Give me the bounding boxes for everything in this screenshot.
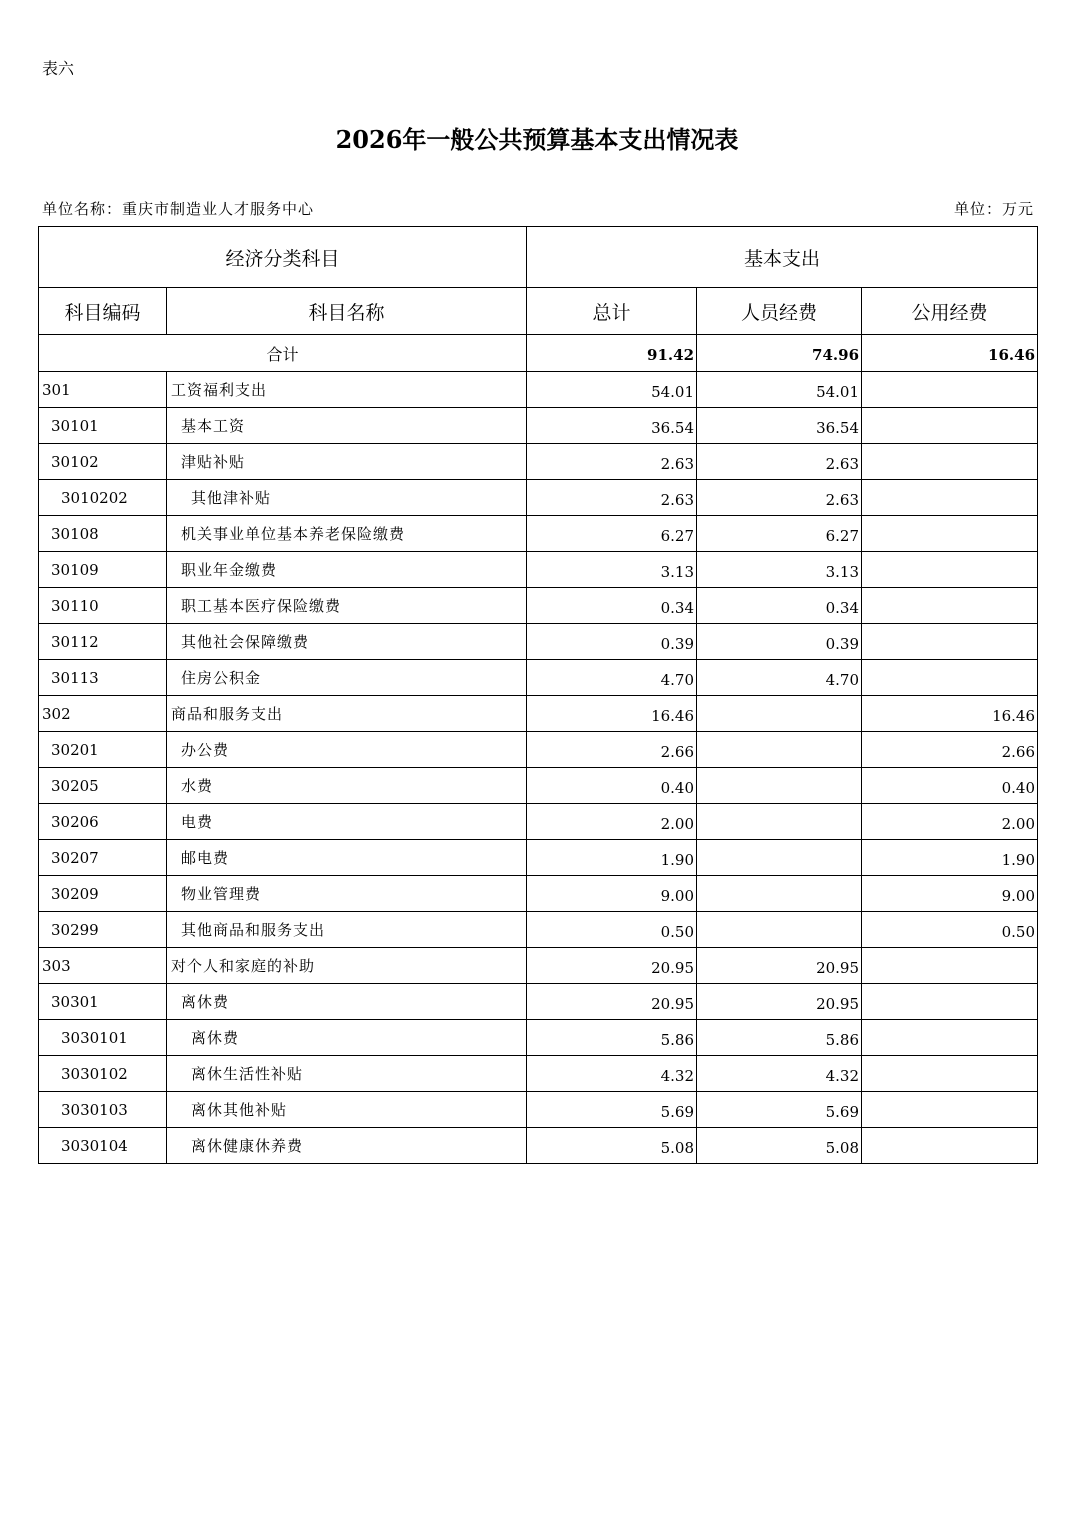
row-personnel: 5.69	[697, 1092, 862, 1128]
row-personnel: 4.32	[697, 1056, 862, 1092]
row-public: 2.66	[862, 732, 1038, 768]
row-code: 30102	[39, 444, 167, 480]
row-personnel	[697, 804, 862, 840]
row-name: 对个人和家庭的补助	[167, 948, 527, 984]
row-public	[862, 1128, 1038, 1164]
row-name: 职业年金缴费	[167, 552, 527, 588]
row-code: 3030102	[39, 1056, 167, 1092]
row-total: 2.66	[527, 732, 697, 768]
row-personnel: 20.95	[697, 984, 862, 1020]
row-total: 5.08	[527, 1128, 697, 1164]
table-row	[39, 408, 1038, 444]
table-row	[39, 660, 1038, 696]
row-personnel	[697, 840, 862, 876]
table-row	[39, 840, 1038, 876]
row-code: 30205	[39, 768, 167, 804]
row-public	[862, 1020, 1038, 1056]
row-personnel: 5.86	[697, 1020, 862, 1056]
row-name: 其他商品和服务支出	[167, 912, 527, 948]
header-personnel: 人员经费	[697, 288, 862, 335]
row-code: 30109	[39, 552, 167, 588]
row-name: 邮电费	[167, 840, 527, 876]
header-total: 总计	[527, 288, 697, 335]
row-name: 职工基本医疗保险缴费	[167, 588, 527, 624]
row-total: 54.01	[527, 372, 697, 408]
table-row	[39, 876, 1038, 912]
row-name: 机关事业单位基本养老保险缴费	[167, 516, 527, 552]
table-row	[39, 588, 1038, 624]
row-public	[862, 1056, 1038, 1092]
row-personnel	[697, 696, 862, 732]
row-public	[862, 624, 1038, 660]
header-row-2	[39, 288, 1038, 335]
row-total: 16.46	[527, 696, 697, 732]
row-total: 0.50	[527, 912, 697, 948]
row-total: 6.27	[527, 516, 697, 552]
header-economic-category: 经济分类科目	[39, 227, 527, 288]
row-public	[862, 552, 1038, 588]
row-code: 30201	[39, 732, 167, 768]
header-code: 科目编码	[39, 288, 167, 335]
row-code: 30206	[39, 804, 167, 840]
row-name: 基本工资	[167, 408, 527, 444]
row-total: 0.34	[527, 588, 697, 624]
row-public	[862, 408, 1038, 444]
row-personnel: 0.39	[697, 624, 862, 660]
row-personnel: 5.08	[697, 1128, 862, 1164]
table-row	[39, 1020, 1038, 1056]
row-name: 离休其他补贴	[167, 1092, 527, 1128]
header-row-1	[39, 227, 1038, 288]
header-basic-expense: 基本支出	[527, 227, 1038, 288]
row-personnel: 0.34	[697, 588, 862, 624]
row-personnel: 20.95	[697, 948, 862, 984]
row-personnel: 36.54	[697, 408, 862, 444]
row-code: 30209	[39, 876, 167, 912]
row-personnel	[697, 876, 862, 912]
row-total: 36.54	[527, 408, 697, 444]
table-row	[39, 948, 1038, 984]
row-total: 20.95	[527, 984, 697, 1020]
row-code: 303	[39, 948, 167, 984]
row-public	[862, 984, 1038, 1020]
row-code: 3030103	[39, 1092, 167, 1128]
row-code: 30101	[39, 408, 167, 444]
row-public: 2.00	[862, 804, 1038, 840]
row-code: 30207	[39, 840, 167, 876]
row-code: 3010202	[39, 480, 167, 516]
table-row	[39, 516, 1038, 552]
row-name: 办公费	[167, 732, 527, 768]
row-public	[862, 948, 1038, 984]
row-total: 0.40	[527, 768, 697, 804]
row-total: 5.69	[527, 1092, 697, 1128]
table-row	[39, 624, 1038, 660]
row-public	[862, 660, 1038, 696]
row-public: 16.46	[862, 696, 1038, 732]
expense-table	[38, 226, 1038, 1164]
row-public	[862, 372, 1038, 408]
row-total: 9.00	[527, 876, 697, 912]
row-personnel: 2.63	[697, 444, 862, 480]
table-row	[39, 1128, 1038, 1164]
unit-name: 单位名称：重庆市制造业人才服务中心	[42, 200, 315, 218]
row-total: 3.13	[527, 552, 697, 588]
row-personnel	[697, 768, 862, 804]
row-total: 2.00	[527, 804, 697, 840]
table-row	[39, 372, 1038, 408]
row-name: 住房公积金	[167, 660, 527, 696]
row-name: 离休费	[167, 984, 527, 1020]
row-public	[862, 516, 1038, 552]
row-name: 津贴补贴	[167, 444, 527, 480]
row-personnel: 2.63	[697, 480, 862, 516]
row-name: 工资福利支出	[167, 372, 527, 408]
header-name: 科目名称	[167, 288, 527, 335]
row-public: 9.00	[862, 876, 1038, 912]
table-number: 表六	[42, 59, 75, 78]
row-total: 4.32	[527, 1056, 697, 1092]
row-public	[862, 444, 1038, 480]
table-row	[39, 984, 1038, 1020]
row-code: 30299	[39, 912, 167, 948]
row-public: 0.40	[862, 768, 1038, 804]
row-name: 离休生活性补贴	[167, 1056, 527, 1092]
row-name: 其他津补贴	[167, 480, 527, 516]
row-personnel: 54.01	[697, 372, 862, 408]
total-row	[39, 335, 1038, 372]
row-name: 离休健康休养费	[167, 1128, 527, 1164]
row-code: 3030104	[39, 1128, 167, 1164]
row-public: 1.90	[862, 840, 1038, 876]
row-code: 30112	[39, 624, 167, 660]
row-name: 电费	[167, 804, 527, 840]
table-row	[39, 768, 1038, 804]
row-code: 30301	[39, 984, 167, 1020]
table-row	[39, 552, 1038, 588]
row-name: 商品和服务支出	[167, 696, 527, 732]
row-code: 3030101	[39, 1020, 167, 1056]
page-title: 2026年一般公共预算基本支出情况表	[335, 125, 739, 154]
row-total: 4.70	[527, 660, 697, 696]
unit-label: 单位：万元	[953, 200, 1034, 218]
row-total: 2.63	[527, 480, 697, 516]
table-row	[39, 480, 1038, 516]
row-personnel: 6.27	[697, 516, 862, 552]
table-row	[39, 696, 1038, 732]
row-total: 2.63	[527, 444, 697, 480]
table-row	[39, 732, 1038, 768]
row-public: 0.50	[862, 912, 1038, 948]
row-public	[862, 480, 1038, 516]
row-total: 20.95	[527, 948, 697, 984]
row-name: 离休费	[167, 1020, 527, 1056]
row-name: 其他社会保障缴费	[167, 624, 527, 660]
row-name: 物业管理费	[167, 876, 527, 912]
row-total: 0.39	[527, 624, 697, 660]
row-code: 30108	[39, 516, 167, 552]
row-code: 30110	[39, 588, 167, 624]
row-public	[862, 588, 1038, 624]
table-row	[39, 444, 1038, 480]
row-code: 301	[39, 372, 167, 408]
row-personnel	[697, 912, 862, 948]
total-personnel: 74.96	[697, 335, 862, 372]
row-public	[862, 1092, 1038, 1128]
row-personnel	[697, 732, 862, 768]
row-code: 302	[39, 696, 167, 732]
header-public: 公用经费	[862, 288, 1038, 335]
table-row	[39, 912, 1038, 948]
total-total: 91.42	[527, 335, 697, 372]
row-total: 1.90	[527, 840, 697, 876]
table-row	[39, 804, 1038, 840]
table-row	[39, 1056, 1038, 1092]
row-name: 水费	[167, 768, 527, 804]
row-personnel: 3.13	[697, 552, 862, 588]
row-total: 5.86	[527, 1020, 697, 1056]
table-row	[39, 1092, 1038, 1128]
total-public: 16.46	[862, 335, 1038, 372]
row-personnel: 4.70	[697, 660, 862, 696]
total-label: 合计	[39, 335, 527, 372]
row-code: 30113	[39, 660, 167, 696]
